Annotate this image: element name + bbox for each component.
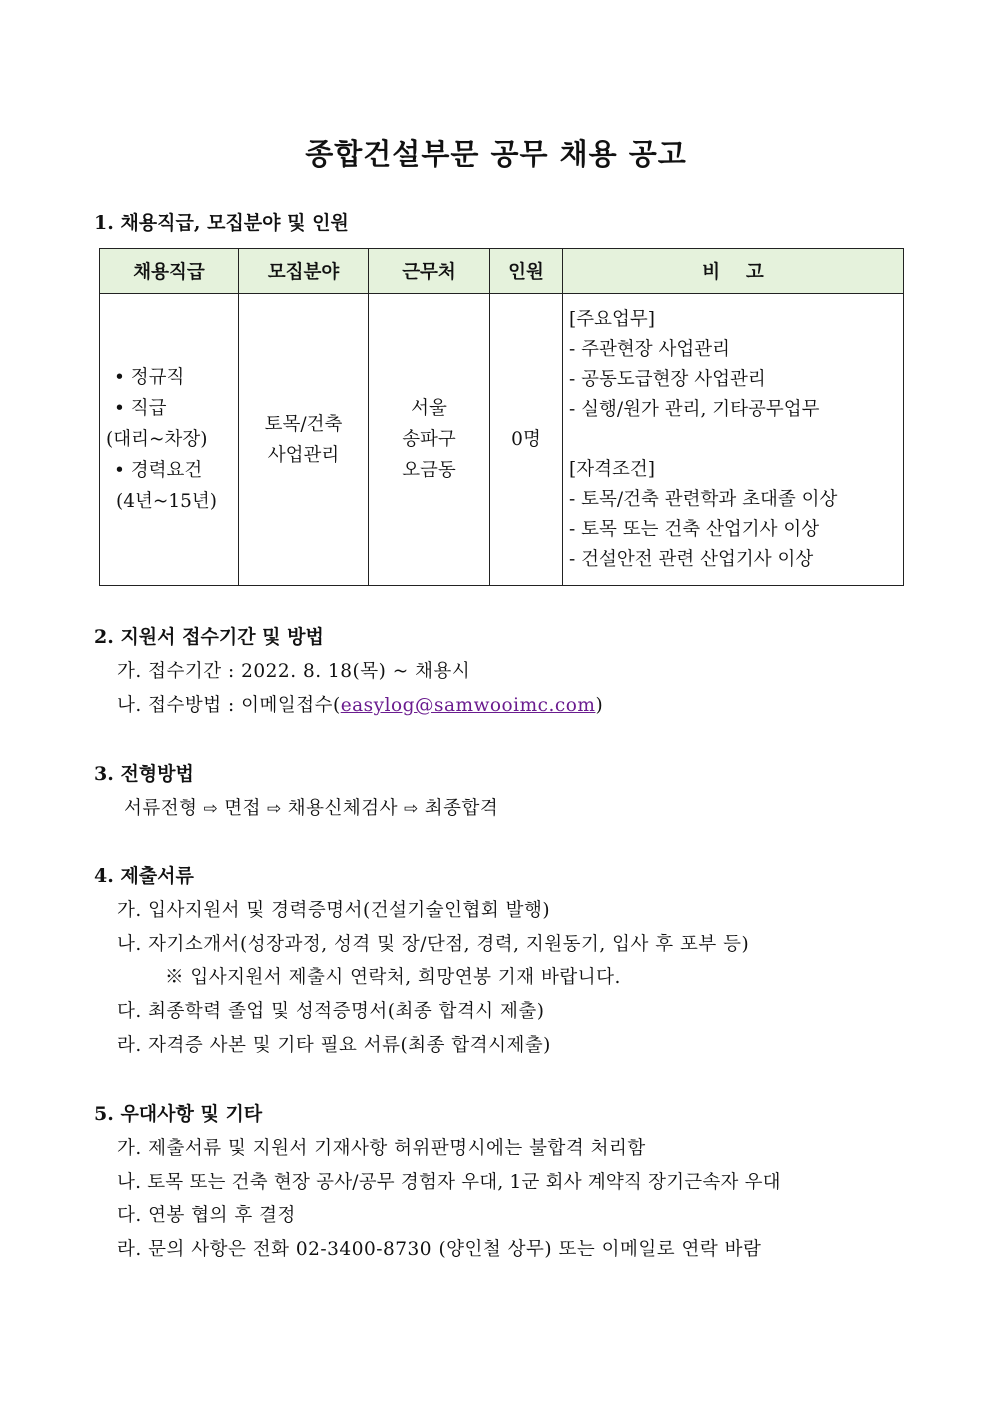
other-item: 다. 연봉 협의 후 결정 (117, 1205, 296, 1226)
selection-process (124, 794, 498, 820)
location-cell (369, 294, 490, 586)
right-arrow-icon: ⇨ (266, 799, 282, 819)
document-item: 다. 최종학력 졸업 및 성적증명서(최종 합격시 제출) (117, 1001, 545, 1022)
other-item: 라. 문의 사항은 전화 02-3400-8730 (양인철 상무) 또는 이메일로 연락 바람 (117, 1239, 762, 1260)
note-line: [자격조건] (569, 458, 655, 480)
field-line: 토목/건축 (264, 413, 343, 435)
document-item: 가. 입사지원서 및 경력증명서(건설기술인협회 발행) (117, 900, 551, 921)
step-final: 최종합격 (424, 798, 499, 819)
application-period: 가. 접수기간 : 2022. 8. 18(목) ~ 채용시 (117, 661, 471, 682)
position-line: • 경력요건 (114, 460, 203, 481)
note-line: - 토목/건축 관련학과 초대졸 이상 (569, 488, 838, 510)
position-cell (100, 294, 239, 586)
method-prefix: 나. 접수방법 : 이메일접수( (117, 695, 341, 716)
position-line: • 직급 (114, 398, 167, 419)
step-interview: 면접 (224, 798, 261, 819)
section-2-heading: 2. 지원서 접수기간 및 방법 (94, 626, 324, 648)
location-line: 오금동 (402, 460, 456, 481)
document-note: ※ 입사지원서 제출시 연락처, 희망연봉 기재 바랍니다. (165, 967, 621, 988)
field-cell (239, 294, 369, 586)
note-line: - 토목 또는 건축 산업기사 이상 (569, 518, 820, 540)
position-line: • 정규직 (114, 367, 185, 388)
recruitment-table (99, 248, 904, 586)
step-document: 서류전형 (124, 798, 198, 819)
field-line: 사업관리 (267, 444, 340, 466)
note-line: [주요업무] (569, 308, 655, 330)
other-item: 나. 토목 또는 건축 현장 공사/공무 경험자 우대, 1군 회사 계약직 장기근속자 우대 (117, 1172, 781, 1193)
section-4-heading: 4. 제출서류 (94, 865, 194, 887)
header-notes: 비 고 (563, 249, 904, 294)
email-link[interactable]: easylog@samwooimc.com (340, 695, 596, 716)
note-line: - 건설안전 관련 산업기사 이상 (569, 548, 814, 570)
right-arrow-icon: ⇨ (203, 799, 219, 819)
headcount-cell: 0명 (490, 294, 563, 586)
step-medical: 채용신체검사 (287, 798, 398, 819)
header-headcount: 인원 (490, 249, 563, 294)
table-header-row (100, 249, 904, 294)
note-line: - 공동도급현장 사업관리 (569, 368, 766, 390)
section-5-heading: 5. 우대사항 및 기타 (94, 1103, 263, 1125)
right-arrow-icon: ⇨ (403, 799, 419, 819)
note-line: - 주관현장 사업관리 (569, 338, 730, 360)
application-method (117, 691, 603, 717)
position-line: (대리~차장) (106, 429, 208, 450)
header-position: 채용직급 (100, 249, 239, 294)
document-item: 라. 자격증 사본 및 기타 필요 서류(최종 합격시제출) (117, 1035, 551, 1056)
section-3-heading: 3. 전형방법 (94, 763, 194, 785)
section-1-heading: 1. 채용직급, 모집분야 및 인원 (94, 212, 349, 234)
note-line: - 실행/원가 관리, 기타공무업무 (569, 398, 820, 420)
note-spacer (569, 425, 903, 455)
position-line: (4년~15년) (116, 491, 217, 512)
header-field: 모집분야 (239, 249, 369, 294)
method-suffix: ) (595, 695, 604, 716)
notes-cell (563, 294, 904, 586)
location-line: 서울 (411, 398, 447, 419)
table-row (100, 294, 904, 586)
document-item: 나. 자기소개서(성장과정, 성격 및 장/단점, 경력, 지원동기, 입사 후 포부 등) (117, 934, 750, 955)
location-line: 송파구 (402, 429, 456, 450)
header-location: 근무처 (369, 249, 490, 294)
other-item: 가. 제출서류 및 지원서 기재사항 허위판명시에는 불합격 처리함 (117, 1138, 646, 1159)
page-title: 종합건설부문 공무 채용 공고 (305, 137, 687, 171)
